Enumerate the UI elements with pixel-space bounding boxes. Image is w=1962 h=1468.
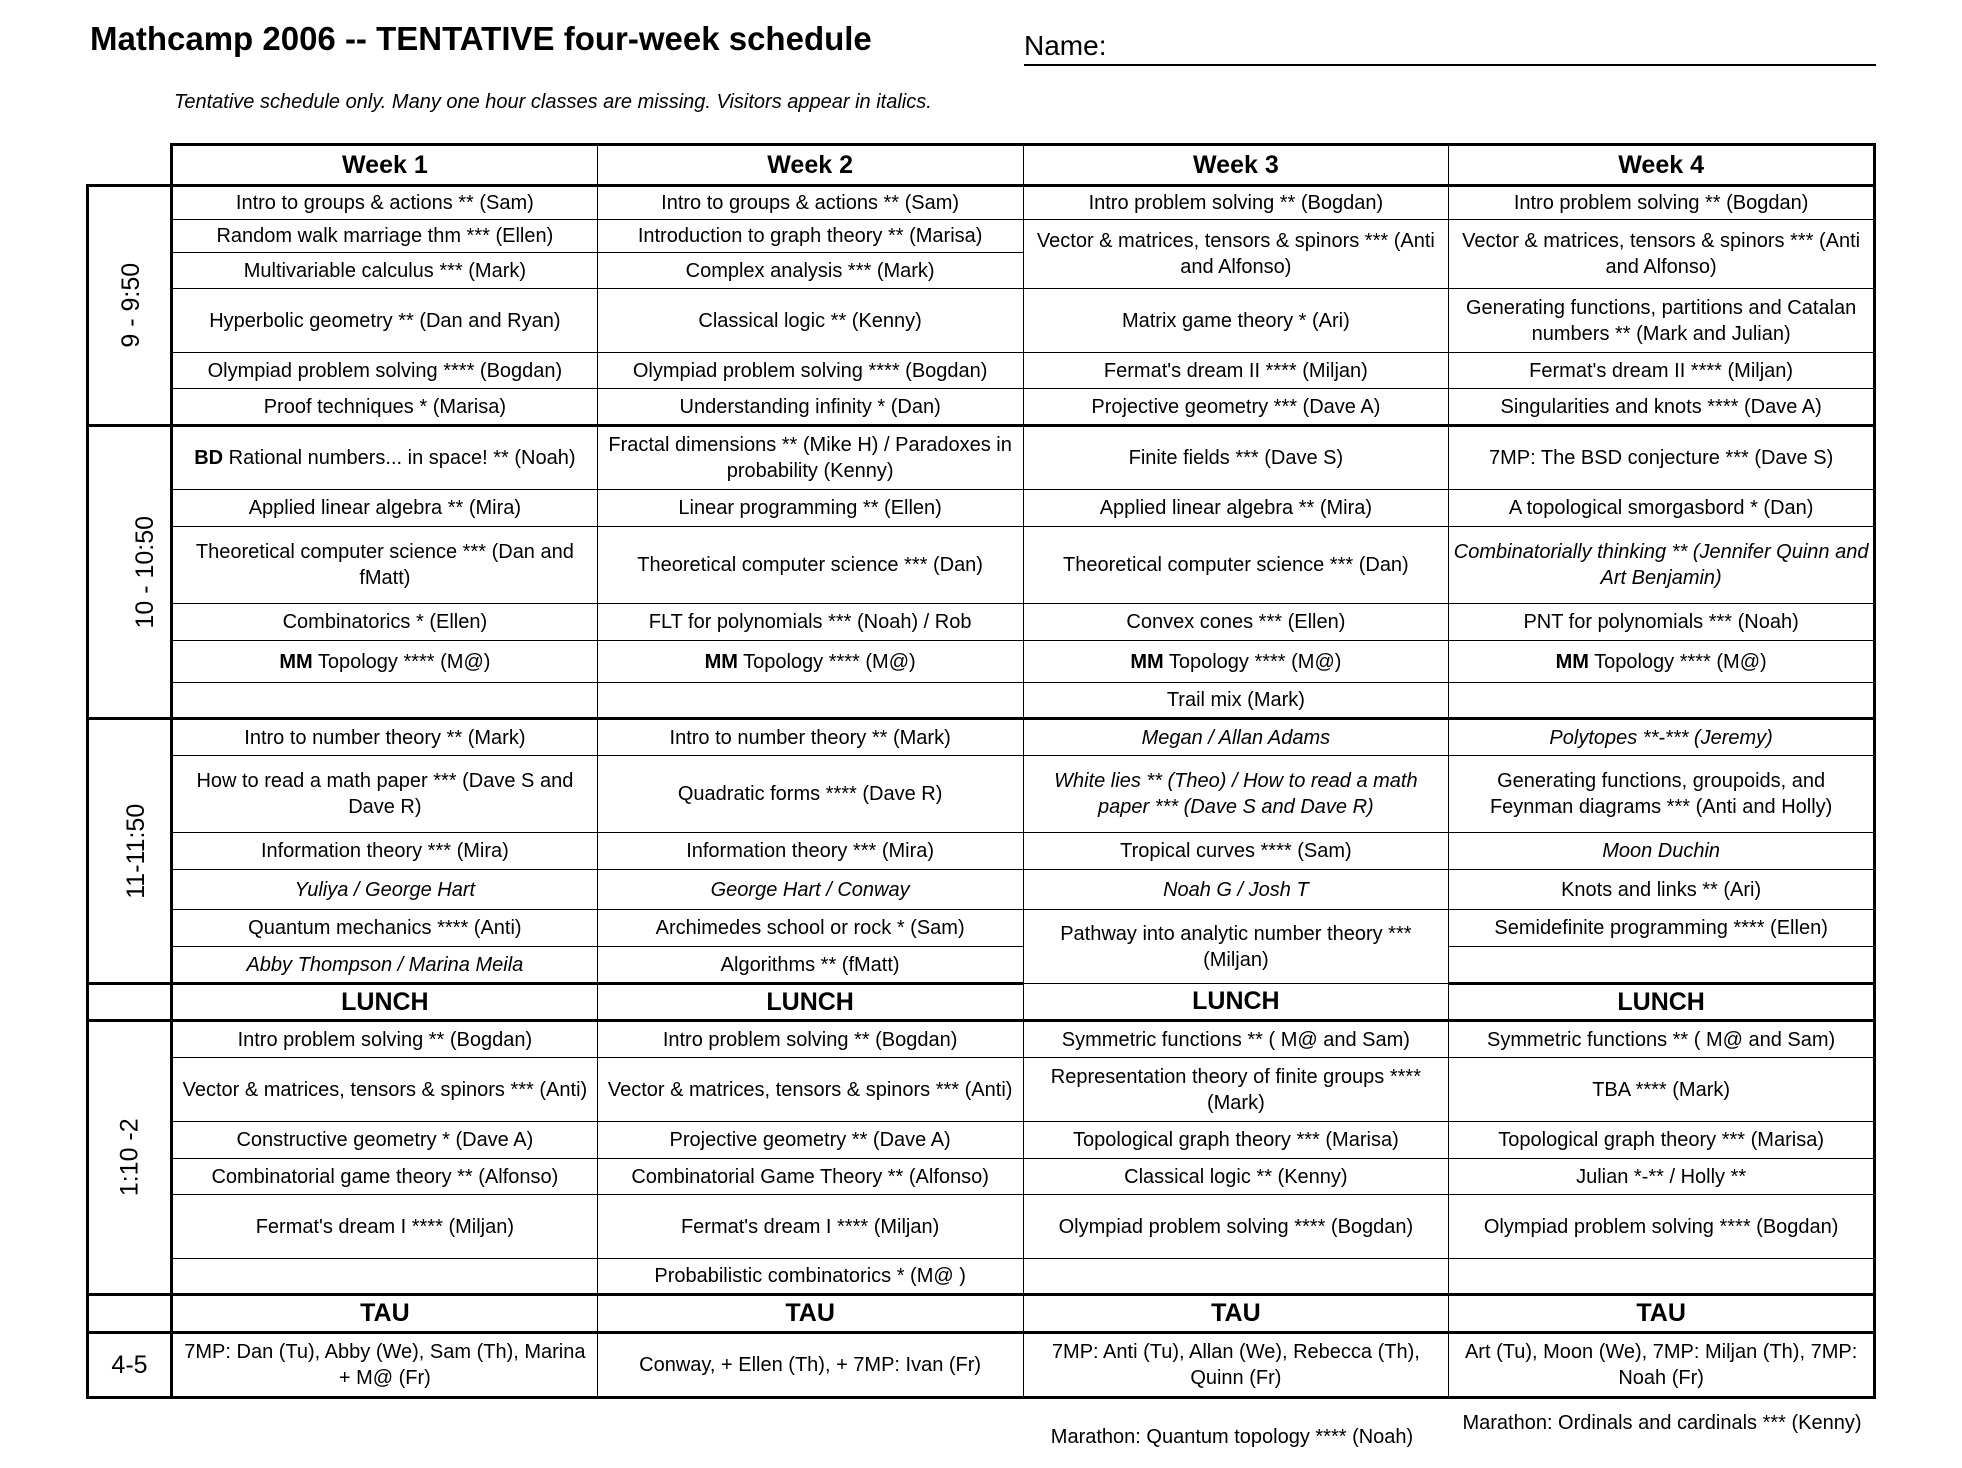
class-cell: Olympiad problem solving **** (Bogdan): [597, 353, 1023, 389]
class-cell: Convex cones *** (Ellen): [1023, 604, 1449, 641]
class-cell: Intro to groups & actions ** (Sam): [172, 186, 598, 220]
corner-cell: [88, 145, 172, 186]
class-cell: Classical logic ** (Kenny): [1023, 1159, 1449, 1195]
class-cell: Hyperbolic geometry ** (Dan and Ryan): [172, 289, 598, 353]
class-cell: Quadratic forms **** (Dave R): [597, 756, 1023, 833]
class-cell: Julian *-** / Holly **: [1449, 1159, 1875, 1195]
class-cell: Combinatorics * (Ellen): [172, 604, 598, 641]
class-cell: George Hart / Conway: [597, 870, 1023, 910]
class-cell: Trail mix (Mark): [1023, 683, 1449, 719]
class-cell: Singularities and knots **** (Dave A): [1449, 389, 1875, 426]
class-cell: MM Topology **** (M@): [1023, 641, 1449, 683]
class-cell: MM Topology **** (M@): [597, 641, 1023, 683]
marathon-note-week4: Marathon: Ordinals and cardinals *** (Kenny): [1462, 1412, 1862, 1434]
class-cell: Complex analysis *** (Mark): [597, 253, 1023, 289]
class-cell: Intro problem solving ** (Bogdan): [1449, 186, 1875, 220]
class-cell: Matrix game theory * (Ari): [1023, 289, 1449, 353]
class-cell: Intro to number theory ** (Mark): [172, 719, 598, 756]
class-cell: Probabilistic combinatorics * (M@ ): [597, 1259, 1023, 1295]
class-cell: Information theory *** (Mira): [597, 833, 1023, 870]
week-3-header: Week 3: [1023, 145, 1449, 186]
class-cell: TBA **** (Mark): [1449, 1058, 1875, 1122]
class-cell: Intro problem solving ** (Bogdan): [597, 1021, 1023, 1058]
marathon-note-week3: Marathon: Quantum topology **** (Noah): [1050, 1426, 1414, 1448]
week-2-header: Week 2: [597, 145, 1023, 186]
class-cell: Art (Tu), Moon (We), 7MP: Miljan (Th), 7MP: Noah (Fr): [1449, 1333, 1875, 1398]
class-cell: Intro problem solving ** (Bogdan): [172, 1021, 598, 1058]
class-cell: Understanding infinity * (Dan): [597, 389, 1023, 426]
class-cell: Linear programming ** (Ellen): [597, 490, 1023, 527]
class-cell: Quantum mechanics **** (Anti): [172, 910, 598, 947]
mm-prefix: MM: [279, 650, 313, 673]
class-cell: MM Topology **** (M@): [1449, 641, 1875, 683]
class-cell: Symmetric functions ** ( M@ and Sam): [1023, 1021, 1449, 1058]
subtitle-note: Tentative schedule only. Many one hour classes are missing. Visitors appear in italics.: [174, 91, 932, 113]
class-cell: [597, 683, 1023, 719]
class-cell: Symmetric functions ** ( M@ and Sam): [1449, 1021, 1875, 1058]
class-cell: 7MP: Anti (Tu), Allan (We), Rebecca (Th), Quinn (Fr): [1023, 1333, 1449, 1398]
class-cell: Megan / Allan Adams: [1023, 719, 1449, 756]
class-cell: A topological smorgasbord * (Dan): [1449, 490, 1875, 527]
class-cell: Applied linear algebra ** (Mira): [1023, 490, 1449, 527]
class-cell: Theoretical computer science *** (Dan): [1023, 527, 1449, 604]
class-cell: White lies ** (Theo) / How to read a math paper *** (Dave S and Dave R): [1023, 756, 1449, 833]
class-cell: Information theory *** (Mira): [172, 833, 598, 870]
class-cell: [1449, 947, 1875, 984]
tau-label: TAU: [1023, 1295, 1449, 1333]
class-cell: Constructive geometry * (Dave A): [172, 1122, 598, 1159]
time-slot-9: 9 - 9:50: [88, 186, 172, 426]
class-cell: Vector & matrices, tensors & spinors *** (Anti): [172, 1058, 598, 1122]
class-cell: Olympiad problem solving **** (Bogdan): [1449, 1195, 1875, 1259]
time-slot-10: 10 - 10:50: [88, 426, 172, 719]
tau-label: TAU: [172, 1295, 598, 1333]
class-cell: Intro problem solving ** (Bogdan): [1023, 186, 1449, 220]
class-cell: [1449, 683, 1875, 719]
tau-slot: [88, 1295, 172, 1333]
class-cell: 7MP: Dan (Tu), Abby (We), Sam (Th), Marina + M@ (Fr): [172, 1333, 598, 1398]
class-cell: Algorithms ** (fMatt): [597, 947, 1023, 984]
class-cell: Representation theory of finite groups **** (Mark): [1023, 1058, 1449, 1122]
class-cell: Archimedes school or rock * (Sam): [597, 910, 1023, 947]
class-cell: Fractal dimensions ** (Mike H) / Paradoxes in probability (Kenny): [597, 426, 1023, 490]
mm-prefix: MM: [1555, 650, 1589, 673]
class-cell: Olympiad problem solving **** (Bogdan): [1023, 1195, 1449, 1259]
class-cell: Combinatorially thinking ** (Jennifer Quinn and Art Benjamin): [1449, 527, 1875, 604]
class-cell: Noah G / Josh T: [1023, 870, 1449, 910]
schedule-table: [86, 143, 1876, 1399]
lunch-label: LUNCH: [1449, 984, 1875, 1021]
week-1-header: Week 1: [172, 145, 598, 186]
time-slot-4: 4-5: [88, 1333, 172, 1398]
class-cell: Multivariable calculus *** (Mark): [172, 253, 598, 289]
class-cell: Projective geometry ** (Dave A): [597, 1122, 1023, 1159]
class-cell: Olympiad problem solving **** (Bogdan): [172, 353, 598, 389]
lunch-label: LUNCH: [597, 984, 1023, 1021]
class-cell: Semidefinite programming **** (Ellen): [1449, 910, 1875, 947]
name-label: Name:: [1024, 30, 1107, 61]
class-cell: [172, 1259, 598, 1295]
week-4-header: Week 4: [1449, 145, 1875, 186]
lunch-label: LUNCH: [1023, 984, 1449, 1021]
class-cell: Theoretical computer science *** (Dan): [597, 527, 1023, 604]
lunch-label: LUNCH: [172, 984, 598, 1021]
class-cell: FLT for polynomials *** (Noah) / Rob: [597, 604, 1023, 641]
class-cell: Conway, + Ellen (Th), + 7MP: Ivan (Fr): [597, 1333, 1023, 1398]
class-cell: Topological graph theory *** (Marisa): [1449, 1122, 1875, 1159]
class-cell: Intro to number theory ** (Mark): [597, 719, 1023, 756]
class-cell: Fermat's dream I **** (Miljan): [172, 1195, 598, 1259]
class-cell: Combinatorial Game Theory ** (Alfonso): [597, 1159, 1023, 1195]
mm-prefix: MM: [704, 650, 738, 673]
class-cell: Fermat's dream II **** (Miljan): [1449, 353, 1875, 389]
class-cell: 7MP: The BSD conjecture *** (Dave S): [1449, 426, 1875, 490]
class-cell: Projective geometry *** (Dave A): [1023, 389, 1449, 426]
class-cell: Introduction to graph theory ** (Marisa): [597, 220, 1023, 253]
class-cell: Generating functions, partitions and Catalan numbers ** (Mark and Julian): [1449, 289, 1875, 353]
class-cell: How to read a math paper *** (Dave S and Dave R): [172, 756, 598, 833]
class-cell: PNT for polynomials *** (Noah): [1449, 604, 1875, 641]
bd-prefix: BD: [194, 447, 224, 469]
class-cell: Knots and links ** (Ari): [1449, 870, 1875, 910]
class-cell: Vector & matrices, tensors & spinors *** (Anti and Alfonso): [1023, 220, 1449, 289]
page-title: Mathcamp 2006 -- TENTATIVE four-week schedule: [90, 20, 872, 57]
class-cell: Pathway into analytic number theory *** (Miljan): [1023, 910, 1449, 984]
tau-label: TAU: [1449, 1295, 1875, 1333]
tau-label: TAU: [597, 1295, 1023, 1333]
class-cell: MM Topology **** (M@): [172, 641, 598, 683]
class-cell: Theoretical computer science *** (Dan and fMatt): [172, 527, 598, 604]
mm-prefix: MM: [1130, 650, 1164, 673]
class-cell: Finite fields *** (Dave S): [1023, 426, 1449, 490]
time-slot-1: 1:10 -2: [88, 1021, 172, 1295]
class-cell: Moon Duchin: [1449, 833, 1875, 870]
class-cell: Topological graph theory *** (Marisa): [1023, 1122, 1449, 1159]
class-cell: Generating functions, groupoids, and Feynman diagrams *** (Anti and Holly): [1449, 756, 1875, 833]
class-cell: Fermat's dream I **** (Miljan): [597, 1195, 1023, 1259]
class-cell: Applied linear algebra ** (Mira): [172, 490, 598, 527]
class-cell: Classical logic ** (Kenny): [597, 289, 1023, 353]
class-cell: [1023, 1259, 1449, 1295]
class-cell: Vector & matrices, tensors & spinors *** (Anti): [597, 1058, 1023, 1122]
class-cell: Yuliya / George Hart: [172, 870, 598, 910]
class-cell: BD Rational numbers... in space! ** (Noah): [172, 426, 598, 490]
class-cell: Random walk marriage thm *** (Ellen): [172, 220, 598, 253]
class-cell: Tropical curves **** (Sam): [1023, 833, 1449, 870]
class-cell: [1449, 1259, 1875, 1295]
time-slot-11: 11-11:50: [88, 719, 172, 984]
class-cell: Combinatorial game theory ** (Alfonso): [172, 1159, 598, 1195]
class-cell: Proof techniques * (Marisa): [172, 389, 598, 426]
lunch-slot: [88, 984, 172, 1021]
class-cell: Polytopes **-*** (Jeremy): [1449, 719, 1875, 756]
class-cell: Abby Thompson / Marina Meila: [172, 947, 598, 984]
class-cell: [172, 683, 598, 719]
class-cell: Vector & matrices, tensors & spinors *** (Anti and Alfonso): [1449, 220, 1875, 289]
class-cell: Fermat's dream II **** (Miljan): [1023, 353, 1449, 389]
class-cell: Intro to groups & actions ** (Sam): [597, 186, 1023, 220]
name-line[interactable]: [1024, 64, 1876, 66]
